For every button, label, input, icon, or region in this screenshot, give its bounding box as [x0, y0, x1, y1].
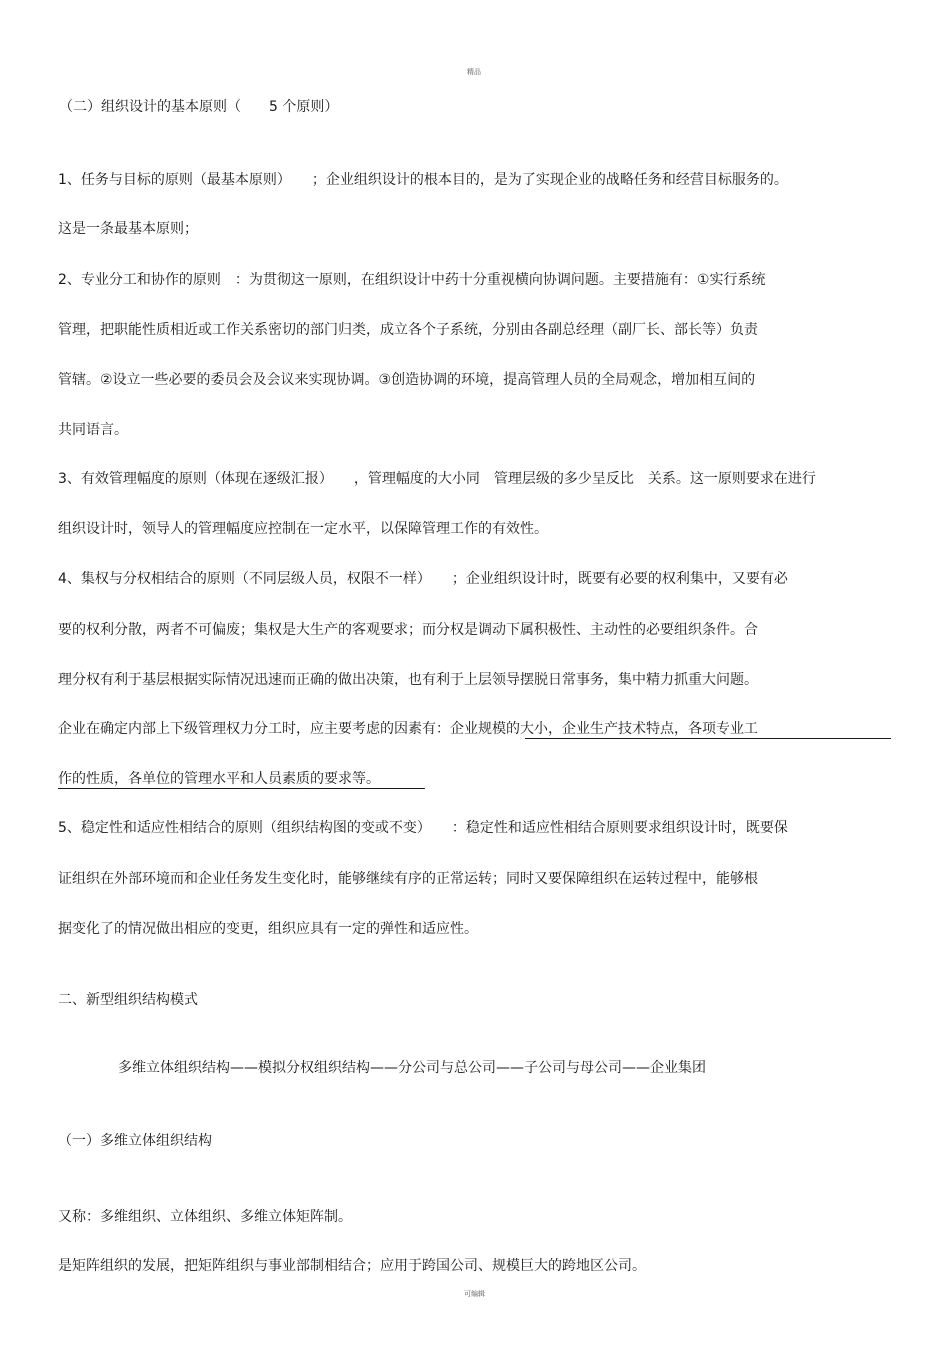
subsection-heading-multidimensional: （一）多维立体组织结构 [58, 1133, 212, 1149]
page-footer-mark: 可编辑 [464, 1290, 485, 1298]
principle-2-text: 2、专业分工和协作的原则 ：为贯彻这一原则，在组织设计中药十分重视横向协调问题。主要措施有：①实行系统 [58, 272, 766, 288]
paragraph-line: 组织设计时，领导人的管理幅度应控制在一定水平，以保障管理工作的有效性。 [58, 521, 548, 537]
underline-rule [58, 788, 425, 789]
paragraph-line: 又称：多维组织、立体组织、多维立体矩阵制。 [58, 1209, 352, 1225]
principle-1-text: 1、任务与目标的原则（最基本原则） ；企业组织设计的根本目的，是为了实现企业的战略任务和经营目标服务的。 [58, 172, 788, 188]
principle-4-text: 4、集权与分权相结合的原则（不同层级人员，权限不一样） ；企业组织设计时，既要有必要的权利集中，又要有必 [58, 571, 788, 587]
page-header-mark: 精品 [467, 68, 481, 76]
underline-rule [525, 738, 891, 739]
underlined-paragraph-line: 企业在确定内部上下级管理权力分工时，应主要考虑的因素有：企业规模的大小，企业生产技术特点，各项专业工 [58, 721, 758, 737]
model-chain: 多维立体组织结构——模拟分权组织结构——分公司与总公司——子公司与母公司——企业集团 [118, 1060, 706, 1076]
paragraph-line: 理分权有利于基层根据实际情况迅速而正确的做出决策，也有利于上层领导摆脱日常事务，集中精力抓重大问题。 [58, 672, 758, 688]
paragraph-line: 这是一条最基本原则； [58, 221, 198, 237]
paragraph-line: 共同语言。 [58, 422, 128, 438]
principle-5-text: 5、稳定性和适应性相结合的原则（组织结构图的变或不变） ：稳定性和适应性相结合原则要求组织设计时，既要保 [58, 820, 788, 836]
section-heading-new-models: 二、新型组织结构模式 [58, 992, 198, 1008]
underlined-paragraph-line: 作的性质，各单位的管理水平和人员素质的要求等。 [58, 771, 380, 787]
paragraph-line: 是矩阵组织的发展，把矩阵组织与事业部制相结合；应用于跨国公司、规模巨大的跨地区公司。 [58, 1258, 646, 1274]
paragraph-line: 证组织在外部环境而和企业任务发生变化时，能够继续有序的正常运转；同时又要保障组织在运转过程中，能够根 [58, 871, 758, 887]
paragraph-line: 管辖。②设立一些必要的委员会及会议来实现协调。③创造协调的环境，提高管理人员的全局观念，增加相互间的 [58, 372, 756, 388]
section-heading-principles: （二）组织设计的基本原则（ 5 个原则） [59, 99, 339, 115]
paragraph-line: 据变化了的情况做出相应的变更，组织应具有一定的弹性和适应性。 [58, 921, 478, 937]
paragraph-line: 管理，把职能性质相近或工作关系密切的部门归类，成立各个子系统，分别由各副总经理（副厂长、部长等）负责 [58, 322, 758, 338]
paragraph-line: 要的权利分散，两者不可偏废；集权是大生产的客观要求；而分权是调动下属积极性、主动性的必要组织条件。合 [58, 622, 758, 638]
principle-3-text: 3、有效管理幅度的原则（体现在逐级汇报） ，管理幅度的大小同 管理层级的多少呈反比 关系。这一原则要求在进行 [58, 471, 816, 487]
